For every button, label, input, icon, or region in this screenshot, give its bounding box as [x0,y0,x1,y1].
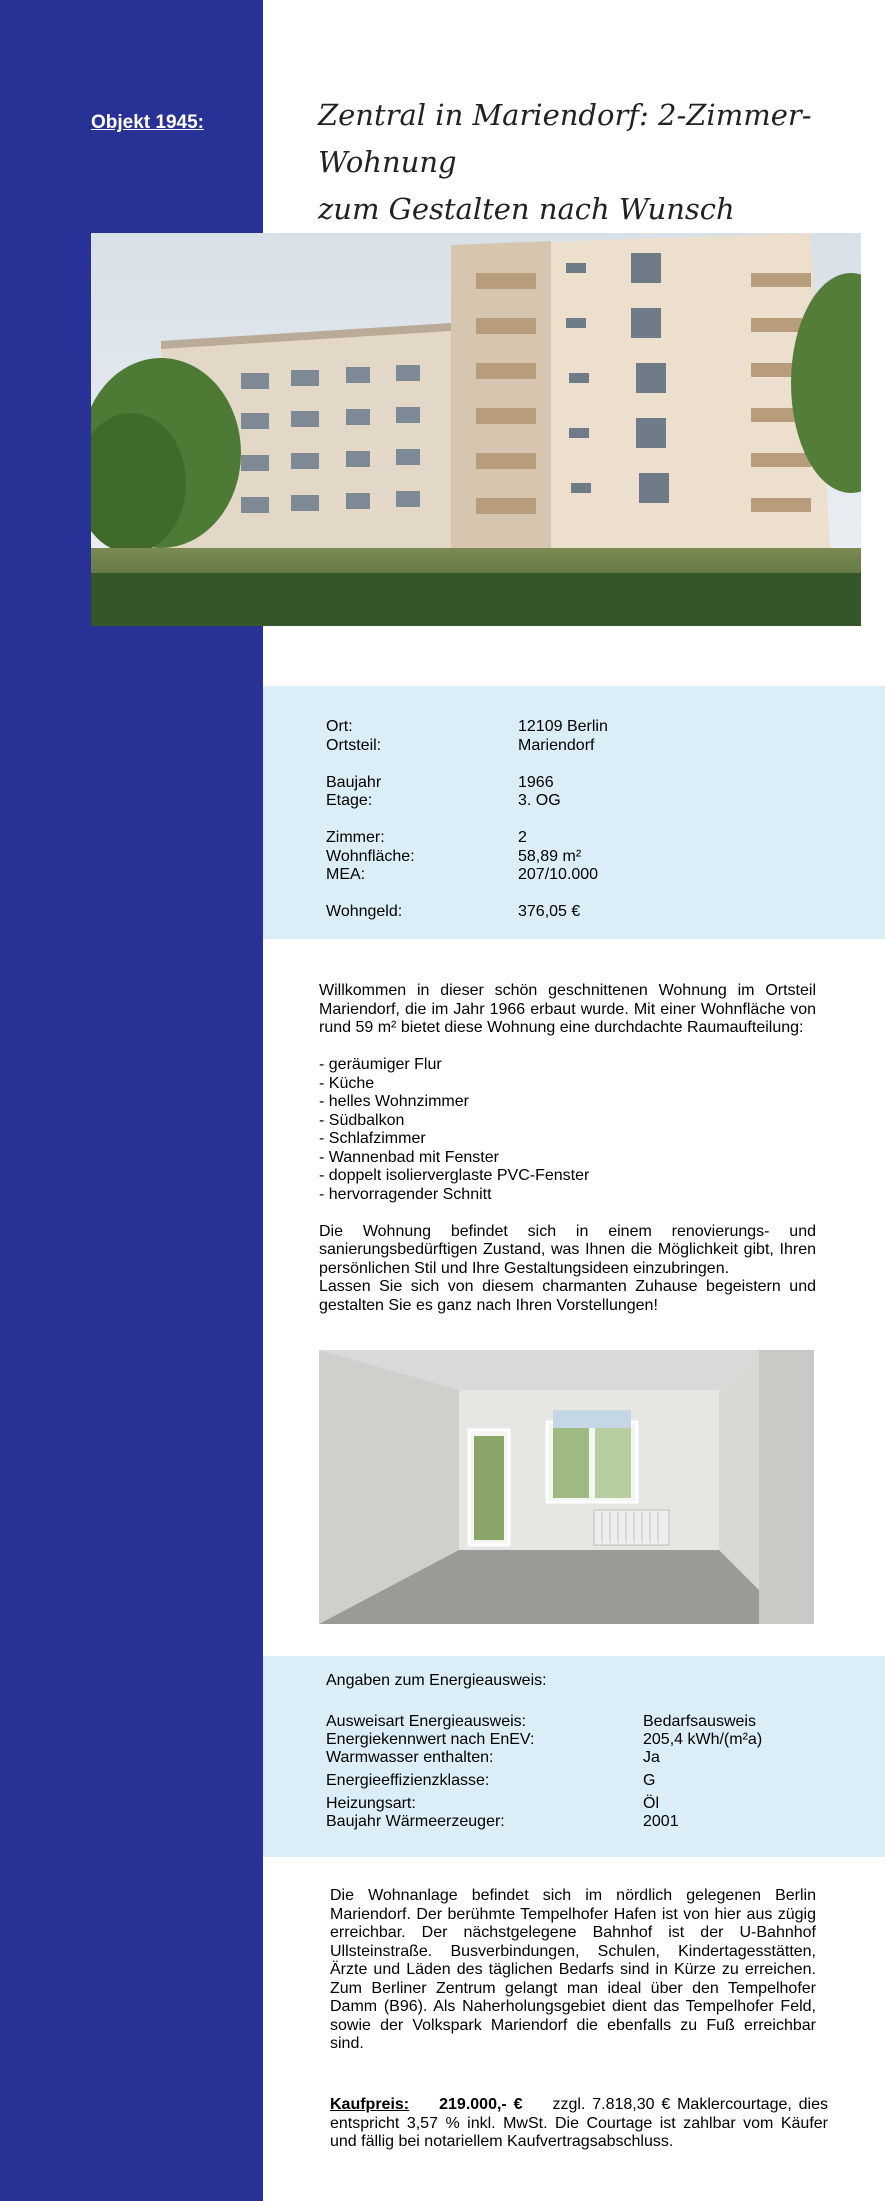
fact-label: Ort: [326,718,353,735]
fact-row-ort [326,718,608,737]
fact-label: Wohnfläche: [326,847,415,865]
description-text [319,982,816,1315]
fact-label: MEA: [326,866,366,883]
fact-row-wohnflaeche [326,848,608,867]
list-item: - geräumiger Flur [319,1056,442,1073]
energy-row-ausweisart [326,1713,762,1731]
energy-label: Heizungsart: [326,1795,416,1812]
energy-label: Ausweisart Energieausweis: [326,1713,527,1730]
price-note: zzgl. 7.818,30 € Maklercourtage, dies entspricht 3,57 % inkl. MwSt. Die Courtage ist zahlbar vom Käufer und fällig bei notariellem Kaufvertragsabschluss. [330,2096,829,2150]
fact-row-wohngeld [326,903,608,922]
page-title [318,92,858,233]
energy-row-baujahr [326,1813,762,1831]
fact-value: 207/10.000 [518,866,599,883]
energy-row-kennwert [326,1731,762,1749]
fact-label: Baujahr [326,773,382,791]
fact-row-zimmer [326,829,608,848]
energy-row-klasse [326,1772,762,1790]
energy-label: Warmwasser enthalten: [326,1749,494,1766]
energy-value: Ja [643,1749,660,1766]
fact-label: Ortsteil: [326,736,382,754]
fact-value: 1966 [518,773,554,791]
fact-label: Wohngeld: [326,903,403,920]
list-item: - Südbalkon [319,1111,405,1129]
list-item: - Wannenbad mit Fenster [319,1148,499,1166]
key-facts-list [326,718,608,922]
location-text: Die Wohnanlage befindet sich im nördlich gelegenen Berlin Mariendorf. Der berühmte Tempelhofer Hafen ist von hier aus zügig erreichbar. Der nächstgelegene Bahnhof ist der U-Bahnhof Ullsteinstraße. Busverbindungen, Schulen, Kindertagesstätten, Ärzte und Läden des täglichen Bedarfs sind in Kürze zu erreichen. Zum Berliner Zentrum gelangt man ideal über den Tempelhofer Damm (B96). Als Naherholungsgebiet dient das Tempelhofer Feld, sowie der Volkspark Mariendorf die ebenfalls zu Fuß erreichbar sind. [330,1887,816,2052]
list-item: - doppelt isolierverglaste PVC-Fenster [319,1167,590,1184]
energy-label: Baujahr Wärmeerzeuger: [326,1813,505,1830]
fact-value: 12109 Berlin [518,718,608,735]
energy-value: G [643,1772,656,1789]
fact-row-baujahr [326,774,608,793]
fact-value: 376,05 € [518,903,581,920]
energy-heading: Angaben zum Energieausweis: [326,1672,547,1689]
fact-value: 3. OG [518,792,561,809]
price-block [330,2096,828,2152]
title-line-2: zum Gestalten nach Wunsch [318,192,735,226]
object-label: Objekt 1945: [91,112,204,133]
title-line-1: Zentral in Mariendorf: 2-Zimmer-Wohnung [318,98,812,179]
energy-value: Öl [643,1795,659,1812]
fact-row-etage [326,792,608,811]
energy-value: Bedarfsausweis [643,1713,756,1730]
fact-row-ortsteil [326,737,608,756]
energy-row-heizungsart [326,1795,762,1813]
fact-label: Zimmer: [326,829,385,846]
list-item: - Küche [319,1074,375,1092]
description-condition: Die Wohnung befindet sich in einem renovierungs- und sanierungsbedürftigen Zustand, was Ihnen die Möglichkeit gibt, Ihren persönlichen Stil und Ihre Gestaltungsideen einzubringen. [319,1222,816,1277]
description-closing: Lassen Sie sich von diesem charmanten Zuhause begeistern und gestalten Sie es ganz nach Ihren Vorstellungen! [319,1278,816,1314]
list-item: - helles Wohnzimmer [319,1093,469,1110]
list-item: - hervorragender Schnitt [319,1185,492,1203]
energy-certificate-details [326,1672,762,1831]
interior-room-photo [319,1350,814,1624]
feature-list [319,1056,816,1204]
fact-row-mea [326,866,608,885]
fact-label: Etage: [326,792,373,809]
list-item: - Schlafzimmer [319,1130,426,1147]
price-value: 219.000,- € [439,2096,523,2113]
fact-value: 2 [518,829,527,846]
building-exterior-photo [91,233,861,626]
fact-value: Mariendorf [518,736,595,754]
energy-value: 2001 [643,1813,679,1830]
energy-label: Energieeffizienzklasse: [326,1772,490,1789]
fact-value: 58,89 m² [518,847,582,865]
energy-row-warmwasser [326,1749,762,1767]
description-intro: Willkommen in dieser schön geschnittenen Wohnung im Ortsteil Mariendorf, die im Jahr 1966 erbaut wurde. Mit einer Wohnfläche von rund 59 m² bietet diese Wohnung eine durchdachte Raumaufteilung: [319,982,816,1036]
energy-value: 205,4 kWh/(m²a) [643,1731,763,1748]
energy-label: Energiekennwert nach EnEV: [326,1731,535,1748]
price-label: Kaufpreis: [330,2096,410,2113]
